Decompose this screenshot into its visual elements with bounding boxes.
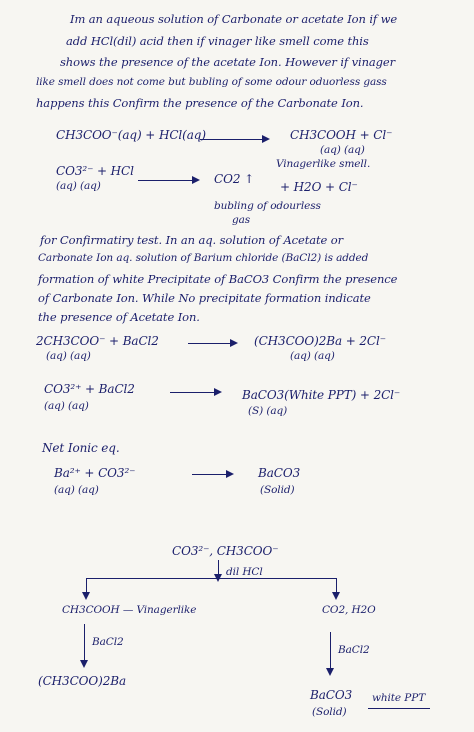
eq2-co2: CO2 ↑ <box>214 172 255 186</box>
flow-right-note: white PPT <box>372 692 426 704</box>
confirm-line-2: Carbonate Ion aq. solution of Barium chloride (BaCl2) is added <box>38 252 369 264</box>
flow-arrow-left <box>86 578 87 598</box>
eq2-right: + H2O + Cl⁻ <box>280 180 358 194</box>
eq4-right: BaCO3(White PPT) + 2Cl⁻ <box>242 388 401 402</box>
confirm-line-5: the presence of Acetate Ion. <box>38 310 200 324</box>
eq3-right: (CH3COO)2Ba + 2Cl⁻ <box>254 334 386 348</box>
flow-reagent-right: BaCl2 <box>338 644 370 656</box>
flow-arrow-right-2 <box>330 632 331 674</box>
intro-line-4: like smell does not come but bubling of some odour oduorless gass <box>36 76 387 88</box>
net-arrow <box>192 474 232 475</box>
eq4-arrow <box>170 392 220 393</box>
flow-right-product: BaCO3 <box>310 688 353 702</box>
eq3-right-state: (aq) (aq) <box>290 350 335 362</box>
eq1-left: CH3COO⁻(aq) + HCl(aq) <box>56 128 206 142</box>
flow-right-branch: CO2, H2O <box>322 604 376 616</box>
flow-note-underline <box>368 708 430 709</box>
eq2-left-state: (aq) (aq) <box>56 180 101 192</box>
flow-right-state: (Solid) <box>312 706 347 718</box>
net-title: Net Ionic eq. <box>42 441 120 455</box>
net-left-state: (aq) (aq) <box>54 484 99 496</box>
eq4-left-state: (aq) (aq) <box>44 400 89 412</box>
eq1-right-state: (aq) (aq) <box>320 144 365 156</box>
flow-arrow-down-main <box>218 560 219 580</box>
flow-left-product: (CH3COO)2Ba <box>38 674 127 688</box>
intro-line-3: shows the presence of the acetate Ion. However if vinager <box>60 55 396 69</box>
eq1-note: Vinagerlike smell. <box>276 158 371 170</box>
eq4-left: CO3²⁺ + BaCl2 <box>44 382 135 396</box>
flow-top: CO3²⁻, CH3COO⁻ <box>172 544 279 558</box>
intro-line-2: add HCl(dil) acid then if vinager like smell come this <box>66 34 369 48</box>
eq4-right-state: (S) (aq) <box>248 405 288 417</box>
net-right: BaCO3 <box>258 466 301 480</box>
eq1-right: CH3COOH + Cl⁻ <box>290 128 393 142</box>
confirm-line-1: for Confirmatiry test. In an aq. solution of Acetate or <box>40 233 343 247</box>
net-right-state: (Solid) <box>260 484 295 496</box>
flow-reagent-left: BaCl2 <box>92 636 124 648</box>
intro-line-5: happens this Confirm the presence of the Carbonate Ion. <box>36 96 364 110</box>
flow-split-line <box>86 578 336 579</box>
eq2-note-2: gas <box>232 214 251 226</box>
flow-reagent-1: dil HCl <box>226 566 263 578</box>
eq2-arrow <box>138 180 198 181</box>
intro-line-1: Im an aqueous solution of Carbonate or acetate Ion if we <box>70 12 398 26</box>
flow-left-branch: CH3COOH — Vinagerlike <box>62 604 197 616</box>
confirm-line-4: of Carbonate Ion. While No precipitate formation indicate <box>38 291 371 305</box>
eq3-left-state: (aq) (aq) <box>46 350 91 362</box>
net-left: Ba²⁺ + CO3²⁻ <box>54 466 136 480</box>
confirm-line-3: formation of white Precipitate of BaCO3 Confirm the presence <box>38 272 398 286</box>
flow-arrow-left-2 <box>84 624 85 666</box>
flow-arrow-right <box>336 578 337 598</box>
eq3-arrow <box>188 343 236 344</box>
eq2-note-1: bubling of odourless <box>214 200 321 212</box>
eq2-left: CO3²⁻ + HCl <box>56 164 134 178</box>
eq3-left: 2CH3COO⁻ + BaCl2 <box>36 334 159 348</box>
eq1-arrow <box>200 139 268 140</box>
